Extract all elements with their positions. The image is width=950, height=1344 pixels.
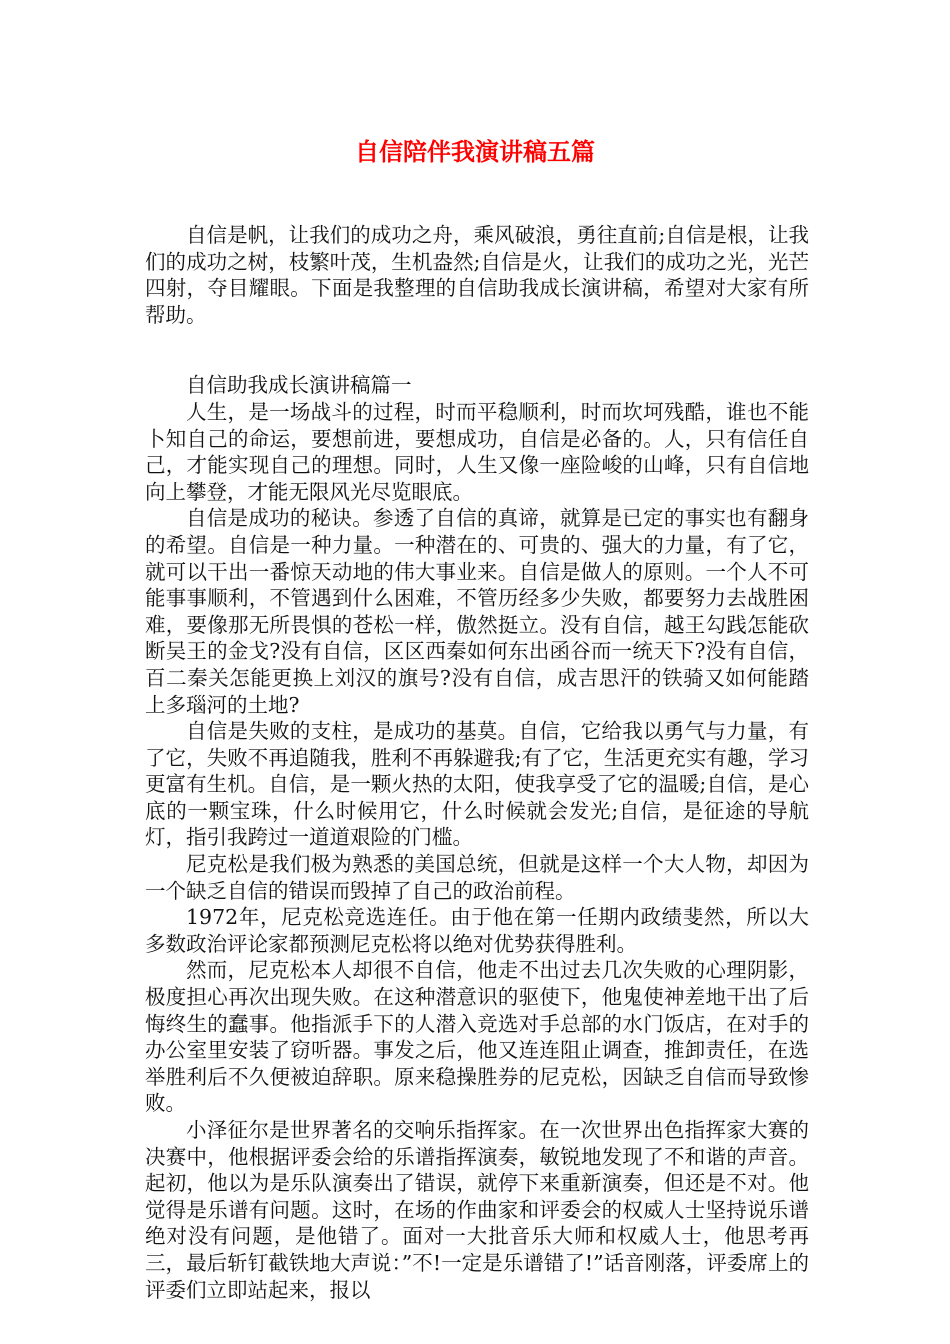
section-heading: 自信助我成长演讲稿篇一	[186, 373, 412, 398]
body-paragraph: 尼克松是我们极为熟悉的美国总统，但就是这样一个大人物，却因为一个缺乏自信的错误而毁掉了自己的政治前程。	[145, 852, 809, 903]
body-paragraph: 人生，是一场战斗的过程，时而平稳顺利，时而坎坷残酷，谁也不能卜知自己的命运，要想前进，要想成功，自信是必备的。人，只有信任自己，才能实现自己的理想。同时，人生又像一座险峻的山峰，只有自信地向上攀登，才能无限风光尽览眼底。	[145, 399, 809, 504]
body-paragraph: 然而，尼克松本人却很不自信，他走不出过去几次失败的心理阴影，极度担心再次出现失败。在这种潜意识的驱使下，他鬼使神差地干出了后悔终生的蠢事。他指派手下的人潜入竞选对手总部的水门饭店，在对手的办公室里安装了窃听器。事发之后，他又连连阻止调查，推卸责任，在选举胜利后不久便被迫辞职。原来稳操胜券的尼克松，因缺乏自信而导致惨败。	[145, 958, 809, 1116]
intro-paragraph: 自信是帆，让我们的成功之舟，乘风破浪，勇往直前;自信是根，让我们的成功之树，枝繁叶茂，生机盎然;自信是火，让我们的成功之光，光芒四射，夺目耀眼。下面是我整理的自信助我成长演讲稿，希望对大家有所帮助。	[145, 223, 809, 327]
body-paragraph: 小泽征尔是世界著名的交响乐指挥家。在一次世界出色指挥家大赛的决赛中，他根据评委会给的乐谱指挥演奏，敏锐地发现了不和谐的声音。起初，他以为是乐队演奏出了错误，就停下来重新演奏，但还是不对。他觉得是乐谱有问题。这时，在场的作曲家和评委会的权威人士坚持说乐谱绝对没有问题，是他错了。面对一大批音乐大师和权威人士，他思考再三，最后斩钉截铁地大声说：”不!一定是乐谱错了!”话音刚落，评委席上的评委们立即站起来，报以	[145, 1118, 809, 1302]
page-title: 自信陪伴我演讲稿五篇	[355, 138, 595, 166]
document-body	[145, 222, 809, 1303]
body-paragraph: 自信是成功的秘诀。参透了自信的真谛，就算是已定的事实也有翻身的希望。自信是一种力量。一种潜在的、可贵的、强大的力量，有了它，就可以干出一番惊天动地的伟大事业来。自信是做人的原则。一个人不可能事事顺利，不管遇到什么困难，不管历经多少失败，都要努力去战胜困难，要像那无所畏惧的苍松一样，傲然挺立。没有自信，越王勾践怎能砍断吴王的金戈?没有自信，区区西秦如何东出函谷而一统天下?没有自信，百二秦关怎能更换上刘汉的旗号?没有自信，成吉思汗的铁骑又如何能踏上多瑙河的土地?	[145, 506, 809, 717]
body-paragraph: 自信是失败的支柱，是成功的基莫。自信，它给我以勇气与力量，有了它，失败不再追随我，胜利不再躲避我;有了它，生活更充实有趣，学习更富有生机。自信，是一颗火热的太阳，使我享受了它的温暖;自信，是心底的一颗宝珠，什么时候用它，什么时候就会发光;自信，是征途的导航灯，指引我跨过一道道艰险的门槛。	[145, 719, 809, 850]
body-paragraph: 1972年，尼克松竞选连任。由于他在第一任期内政绩斐然，所以大多数政治评论家都预测尼克松将以绝对优势获得胜利。	[145, 905, 809, 956]
section-gap	[145, 328, 809, 372]
